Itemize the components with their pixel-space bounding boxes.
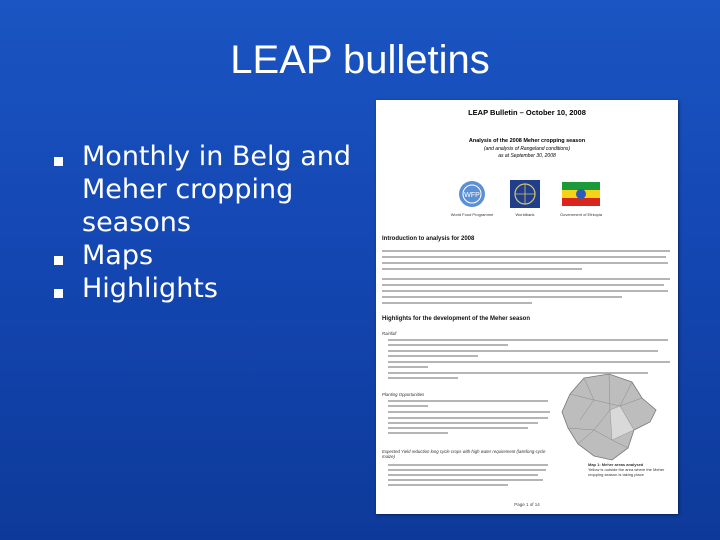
logo-caption: Worldbank xyxy=(515,212,535,217)
map-caption xyxy=(588,462,674,477)
ethiopia-map-icon xyxy=(554,370,664,470)
worldbank-logo-icon xyxy=(506,178,544,210)
doc-subheading: Planting Opportunities xyxy=(382,392,425,397)
slide-title: LEAP bulletins xyxy=(230,38,490,82)
doc-page-footer: Page 1 of 14 xyxy=(514,502,540,507)
doc-section-heading: Introduction to analysis for 2008 xyxy=(382,236,475,242)
doc-subtitle: Analysis of the 2008 Meher cropping season xyxy=(468,138,586,144)
doc-subheading: Expected Yield reduction long cycle crops with high water requirement (late/long-cycle maize) xyxy=(382,449,546,459)
bullet-list xyxy=(52,140,382,305)
bullet-item xyxy=(52,140,382,239)
bullet-text: Maps xyxy=(82,240,154,271)
doc-bullet-lines xyxy=(382,464,552,498)
logo-caption: Government of Ethiopia xyxy=(559,212,603,217)
doc-bullet-lines xyxy=(382,400,552,450)
doc-subtitle-2: (and analysis of Rangeland conditions) xyxy=(483,146,571,152)
bullet-item xyxy=(52,239,382,272)
doc-paragraph-lines xyxy=(382,250,672,312)
wfp-logo-icon xyxy=(453,178,491,210)
doc-subtitle-3: as at September 30, 2008 xyxy=(498,153,556,159)
doc-subheading: Rainfall xyxy=(382,331,397,336)
bullet-square-icon xyxy=(54,289,63,298)
map-caption-title: Map 1: Meher areas analysed xyxy=(588,462,644,467)
bulletin-document-image xyxy=(376,100,678,514)
ethiopia-flag-icon xyxy=(562,178,600,210)
svg-text:WFP: WFP xyxy=(464,192,480,199)
bullet-square-icon xyxy=(54,256,63,265)
logo-caption: World Food Programme xyxy=(450,212,494,217)
bullet-text: Highlights xyxy=(82,273,218,304)
doc-section-heading: Highlights for the development of the Meher season xyxy=(382,316,531,322)
bullet-square-icon xyxy=(54,157,63,166)
bullet-text: Monthly in Belg and Meher cropping seasons xyxy=(82,141,352,238)
bullet-item xyxy=(52,272,382,305)
map-caption-text: Yellow is outside the area where the Meher cropping season is taking place xyxy=(588,467,665,477)
doc-header: LEAP Bulletin – October 10, 2008 xyxy=(468,108,586,117)
